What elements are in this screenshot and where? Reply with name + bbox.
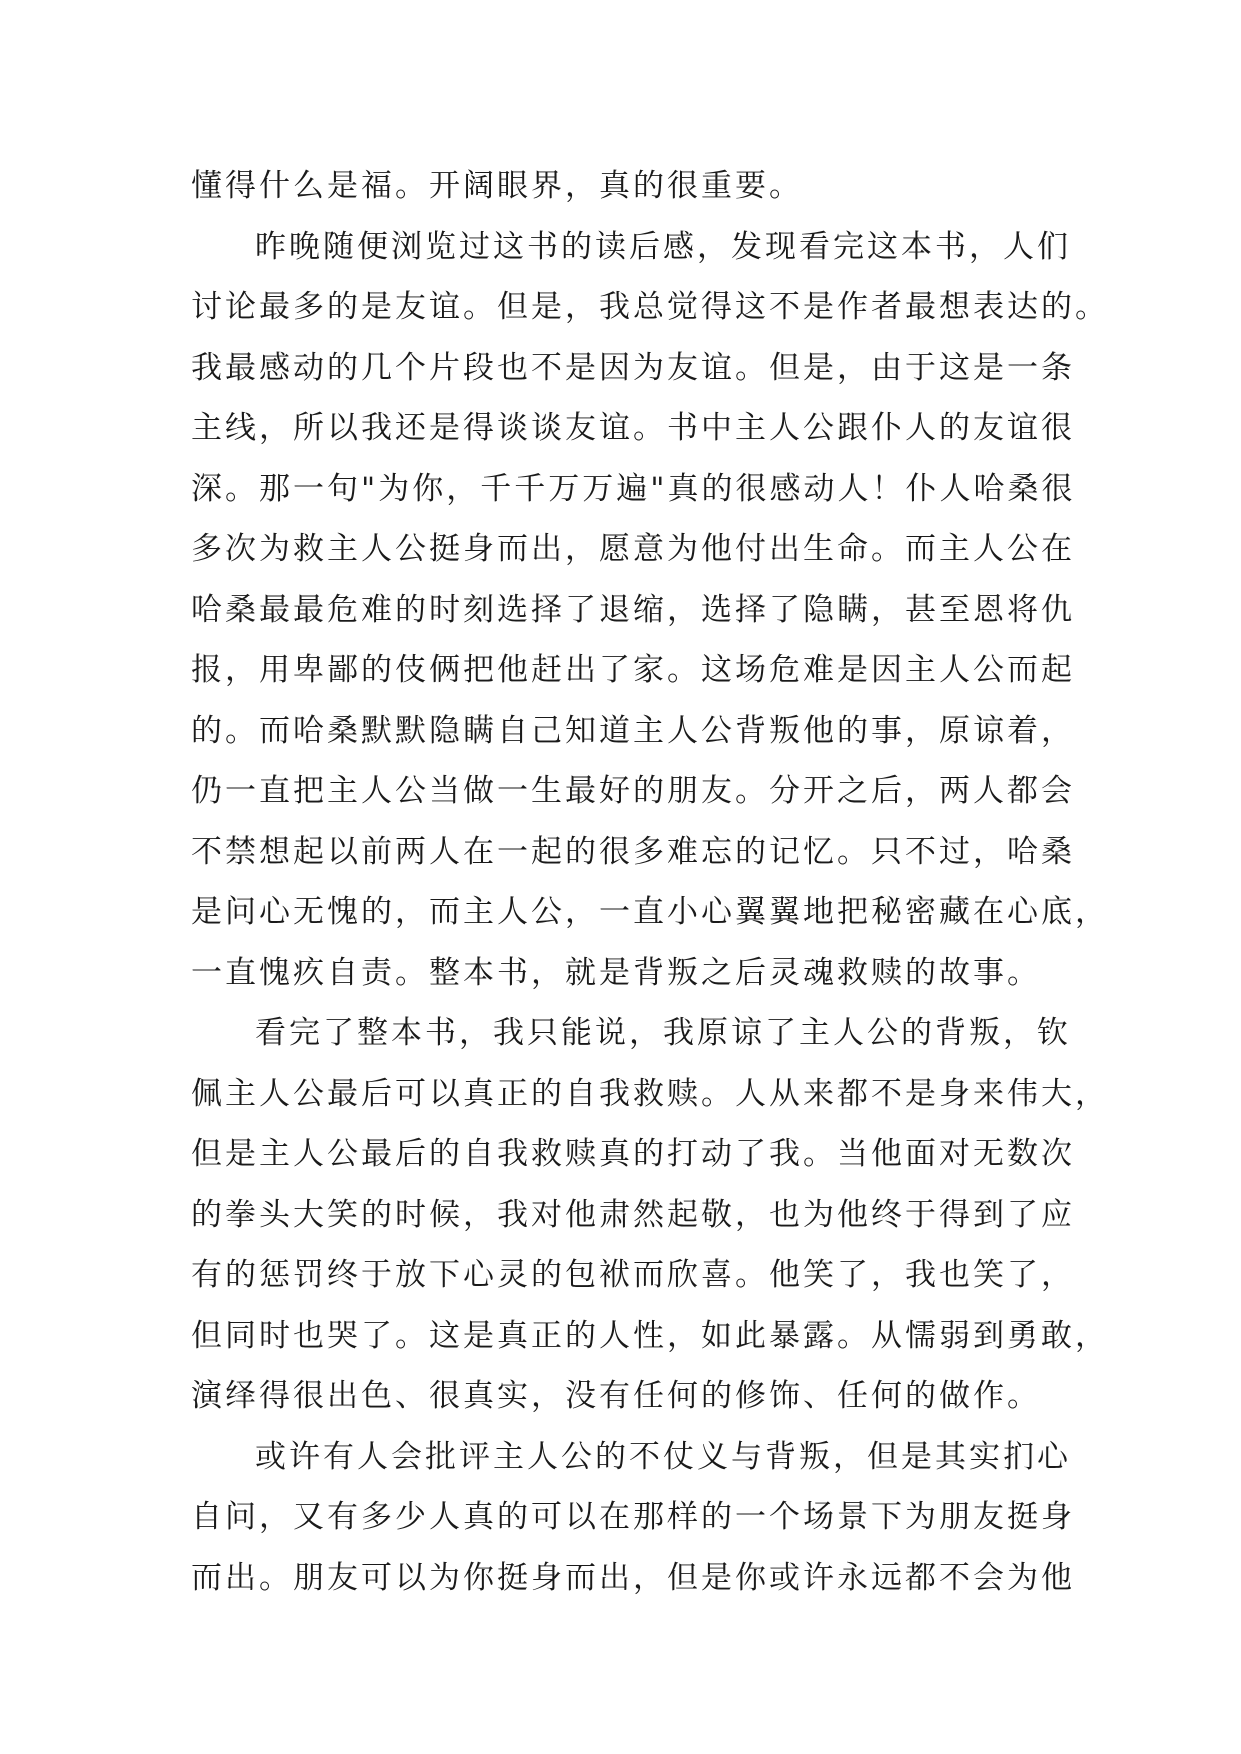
body-text [191,156,1109,1608]
text-line: 主线，所以我还是得谈谈友谊。书中主人公跟仆人的友谊很 [191,410,1075,446]
text-line: 仍一直把主人公当做一生最好的朋友。分开之后，两人都会 [191,773,1075,809]
text-line: 佩主人公最后可以真正的自我救赎。人从来都不是身来伟大， [191,1075,1109,1112]
text-line: 深。那一句"为你，千千万万遍"真的很感动人！仆人哈桑很 [191,470,1076,507]
text-line: 多次为救主人公挺身而出，愿意为他付出生命。而主人公在 [191,531,1075,567]
text-line: 我最感动的几个片段也不是因为友谊。但是，由于这是一条 [191,349,1075,386]
text-line: 演绎得很出色、很真实，没有任何的修饰、任何的做作。 [191,1378,1041,1414]
text-line: 昨晚随便浏览过这书的读后感，发现看完这本书，人们 [255,228,1071,265]
text-line: 但同时也哭了。这是真正的人性，如此暴露。从懦弱到勇敢， [191,1317,1109,1354]
text-line: 的拳头大笑的时候，我对他肃然起敬，也为他终于得到了应 [191,1196,1075,1233]
text-line: 报，用卑鄙的伎俩把他赶出了家。这场危难是因主人公而起 [191,652,1075,688]
text-line: 懂得什么是福。开阔眼界，真的很重要。 [191,168,803,204]
text-line: 是问心无愧的，而主人公，一直小心翼翼地把秘密藏在心底， [191,894,1109,930]
text-line: 但是主人公最后的自我救赎真的打动了我。当他面对无数次 [191,1136,1075,1172]
text-line: 不禁想起以前两人在一起的很多难忘的记忆。只不过，哈桑 [191,833,1075,870]
text-line: 哈桑最最危难的时刻选择了退缩，选择了隐瞒，甚至恩将仇 [191,591,1075,628]
text-line: 讨论最多的是友谊。但是，我总觉得这不是作者最想表达的。 [191,289,1109,325]
text-line: 的。而哈桑默默隐瞒自己知道主人公背叛他的事，原谅着， [191,712,1075,749]
text-line: 一直愧疚自责。整本书，就是背叛之后灵魂救赎的故事。 [191,954,1041,991]
text-line: 而出。朋友可以为你挺身而出，但是你或许永远都不会为他 [191,1559,1075,1596]
text-line: 有的惩罚终于放下心灵的包袱而欣喜。他笑了，我也笑了， [191,1257,1075,1293]
text-line: 或许有人会批评主人公的不仗义与背叛，但是其实扪心 [255,1438,1071,1475]
text-line: 看完了整本书，我只能说，我原谅了主人公的背叛，钦 [255,1015,1071,1051]
text-line: 自问，又有多少人真的可以在那样的一个场景下为朋友挺身 [191,1499,1075,1535]
